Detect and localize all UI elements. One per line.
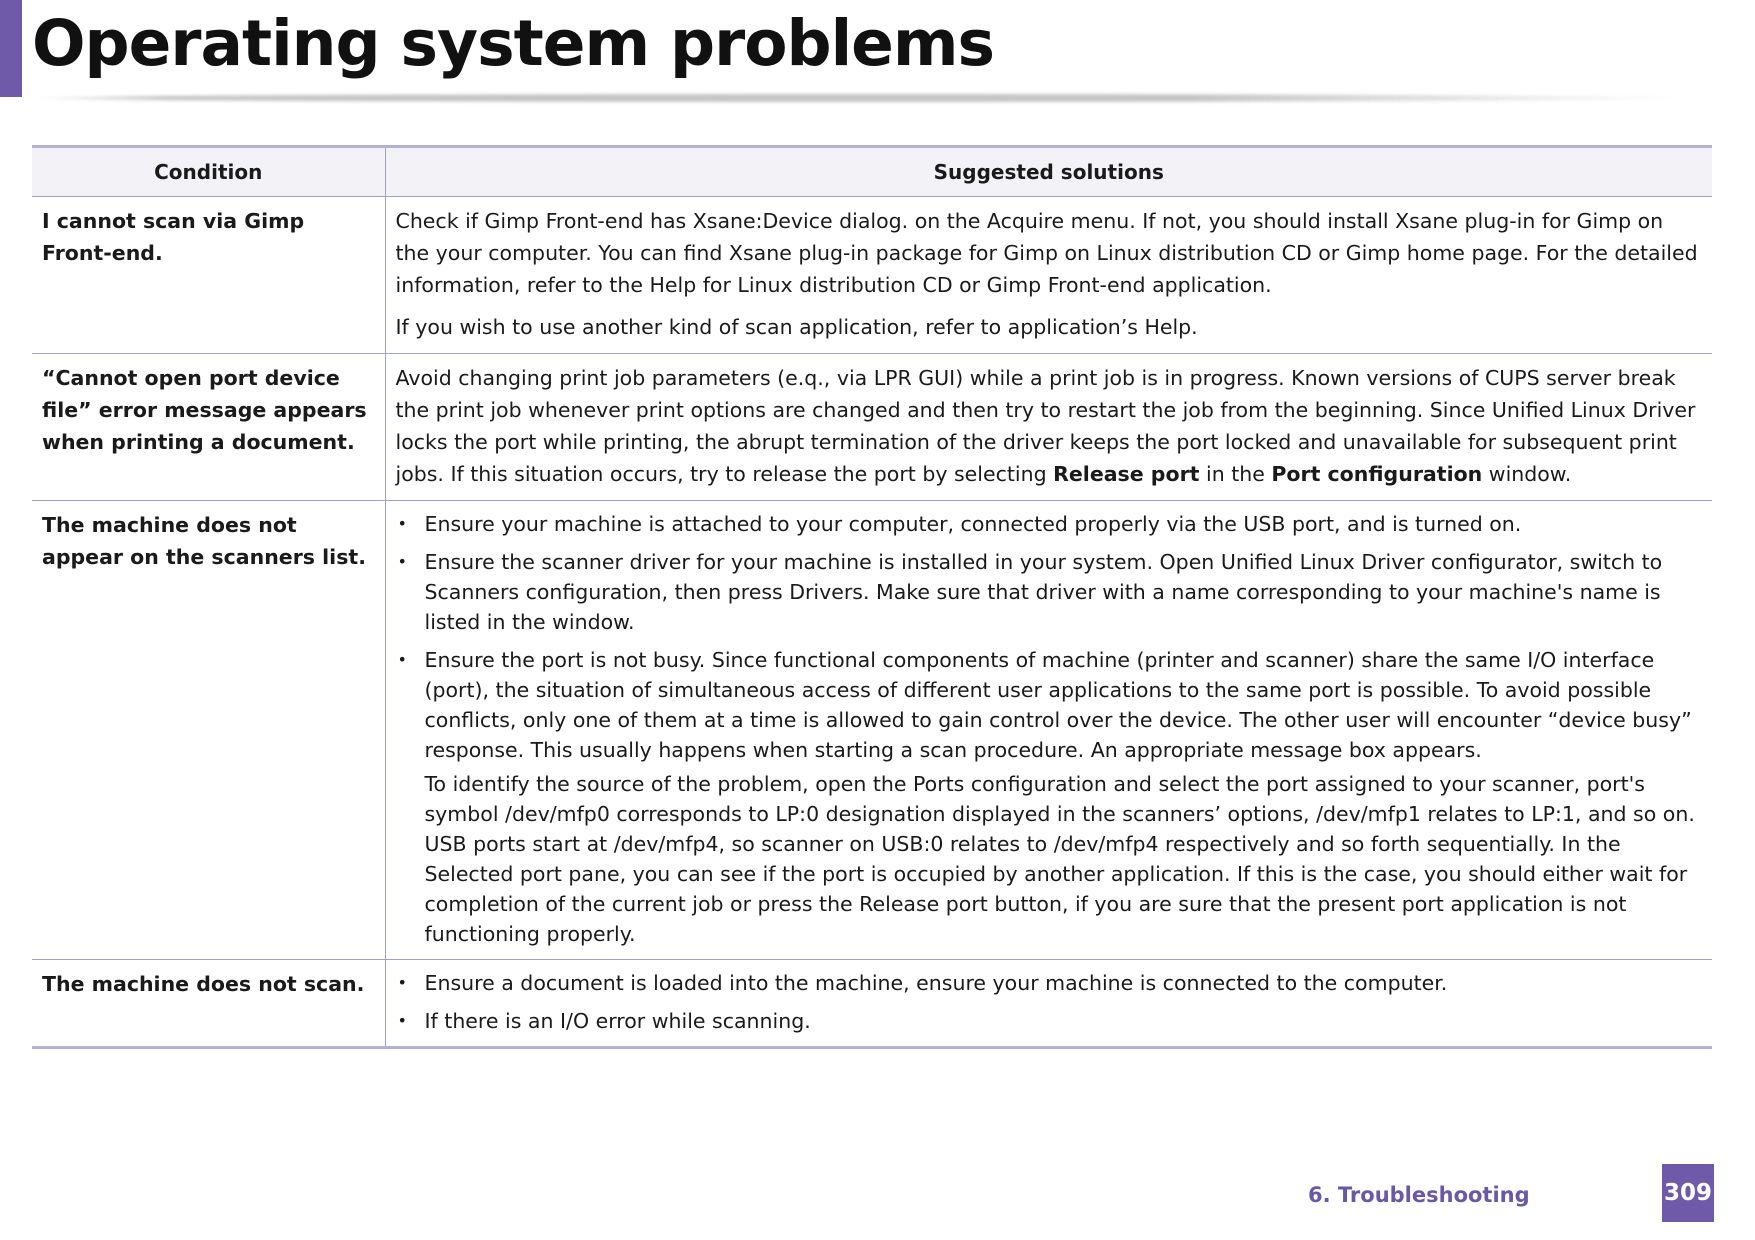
solution-cell [385, 501, 1712, 960]
condition-cell: The machine does not appear on the scanners list. [32, 501, 385, 960]
table-header-row [32, 147, 1712, 197]
bullet-icon: • [397, 973, 407, 992]
troubleshooting-table-container [32, 145, 1712, 1049]
solution-cell [385, 197, 1712, 354]
solution-paragraph: Check if Gimp Front-end has Xsane:Device dialog. on the Acquire menu. If not, you should install Xsane plug-in for Gimp on the your computer. You can find Xsane plug-in package for Gimp on Linux distribution CD or Gimp home page. For the detailed information, refer to the Help for Linux distribution CD or Gimp Front-end application. [395, 209, 1698, 297]
solution-cell [385, 354, 1712, 501]
header-suggested-solutions: Suggested solutions [385, 147, 1712, 197]
condition-cell: “Cannot open port device file” error message appears when printing a document. [32, 354, 385, 501]
list-item [396, 547, 1703, 637]
solution-text: Avoid changing print job parameters (e.q., via LPR GUI) while a print job is in progress. Known versions of CUPS server break the print job whenever print options are changed and then try to restart the job from the beginning. Since Unified Linux Driver locks the port while printing, the abrupt termination of the driver keeps the port locked and unavailable for subsequent print jobs. If this situation occurs, try to release the port by selecting [395, 366, 1696, 486]
list-item-text: Ensure the port is not busy. Since functional components of machine (printer and scanner) share the same I/O interface (port), the situation of simultaneous access of different user applications to the same port is possible. To avoid possible conflicts, only one of them at a time is allowed to gain control over the device. The other user will encounter “device busy” response. This usually happens when starting a scan procedure. An appropriate message box appears. [424, 648, 1692, 762]
solution-cell [385, 960, 1712, 1048]
list-item-text: If there is an I/O error while scanning. [424, 1009, 811, 1033]
table-row [32, 354, 1712, 501]
troubleshooting-table [32, 145, 1712, 1049]
list-item [396, 968, 1703, 998]
table-row [32, 197, 1712, 354]
condition-cell: The machine does not scan. [32, 960, 385, 1048]
list-item-continuation: To identify the source of the problem, open the Ports configuration and select the port assigned to your scanner, port's symbol /dev/mfp0 corresponds to LP:0 designation displayed in the scanners’ options, /dev/mfp1 relates to LP:1, and so on. USB ports start at /dev/mfp4, so scanner on USB:0 relates to /dev/mfp4 respectively and so forth sequentially. In the Selected port pane, you can see if the port is occupied by another application. If this is the case, you should either wait for completion of the current job or press the Release port button, if you are sure that the present port application is not functioning properly. [424, 772, 1695, 946]
solution-paragraph [396, 362, 1703, 490]
header-condition: Condition [32, 147, 385, 197]
bullet-icon: • [397, 514, 407, 533]
page-title: Operating system problems [32, 7, 995, 80]
title-accent-bar [0, 0, 22, 97]
page-number-badge: 309 [1662, 1164, 1714, 1222]
list-item [396, 1006, 1703, 1036]
list-item [396, 645, 1703, 949]
solution-list [396, 509, 1703, 949]
table-row [32, 960, 1712, 1048]
port-configuration-term: Port configuration [1271, 462, 1483, 486]
solution-paragraph: If you wish to use another kind of scan application, refer to application’s Help. [395, 315, 1198, 339]
list-item-text: Ensure a document is loaded into the machine, ensure your machine is connected to the computer. [424, 971, 1448, 995]
solution-text: window. [1482, 462, 1572, 486]
bullet-icon: • [397, 552, 407, 571]
condition-cell: I cannot scan via Gimp Front-end. [32, 197, 385, 354]
title-underline [32, 94, 1692, 102]
footer-section-label: 6. Troubleshooting [1308, 1183, 1530, 1207]
release-port-term: Release port [1053, 462, 1200, 486]
solution-list [396, 968, 1703, 1036]
list-item [396, 509, 1703, 539]
list-item-text: Ensure your machine is attached to your computer, connected properly via the USB port, and is turned on. [424, 512, 1522, 536]
table-row [32, 501, 1712, 960]
bullet-icon: • [397, 1011, 407, 1030]
bullet-icon: • [397, 650, 407, 669]
list-item-text: Ensure the scanner driver for your machine is installed in your system. Open Unified Linux Driver configurator, switch to Scanners configuration, then press Drivers. Make sure that driver with a name corresponding to your machine's name is listed in the window. [424, 550, 1663, 634]
solution-text: in the [1199, 462, 1272, 486]
